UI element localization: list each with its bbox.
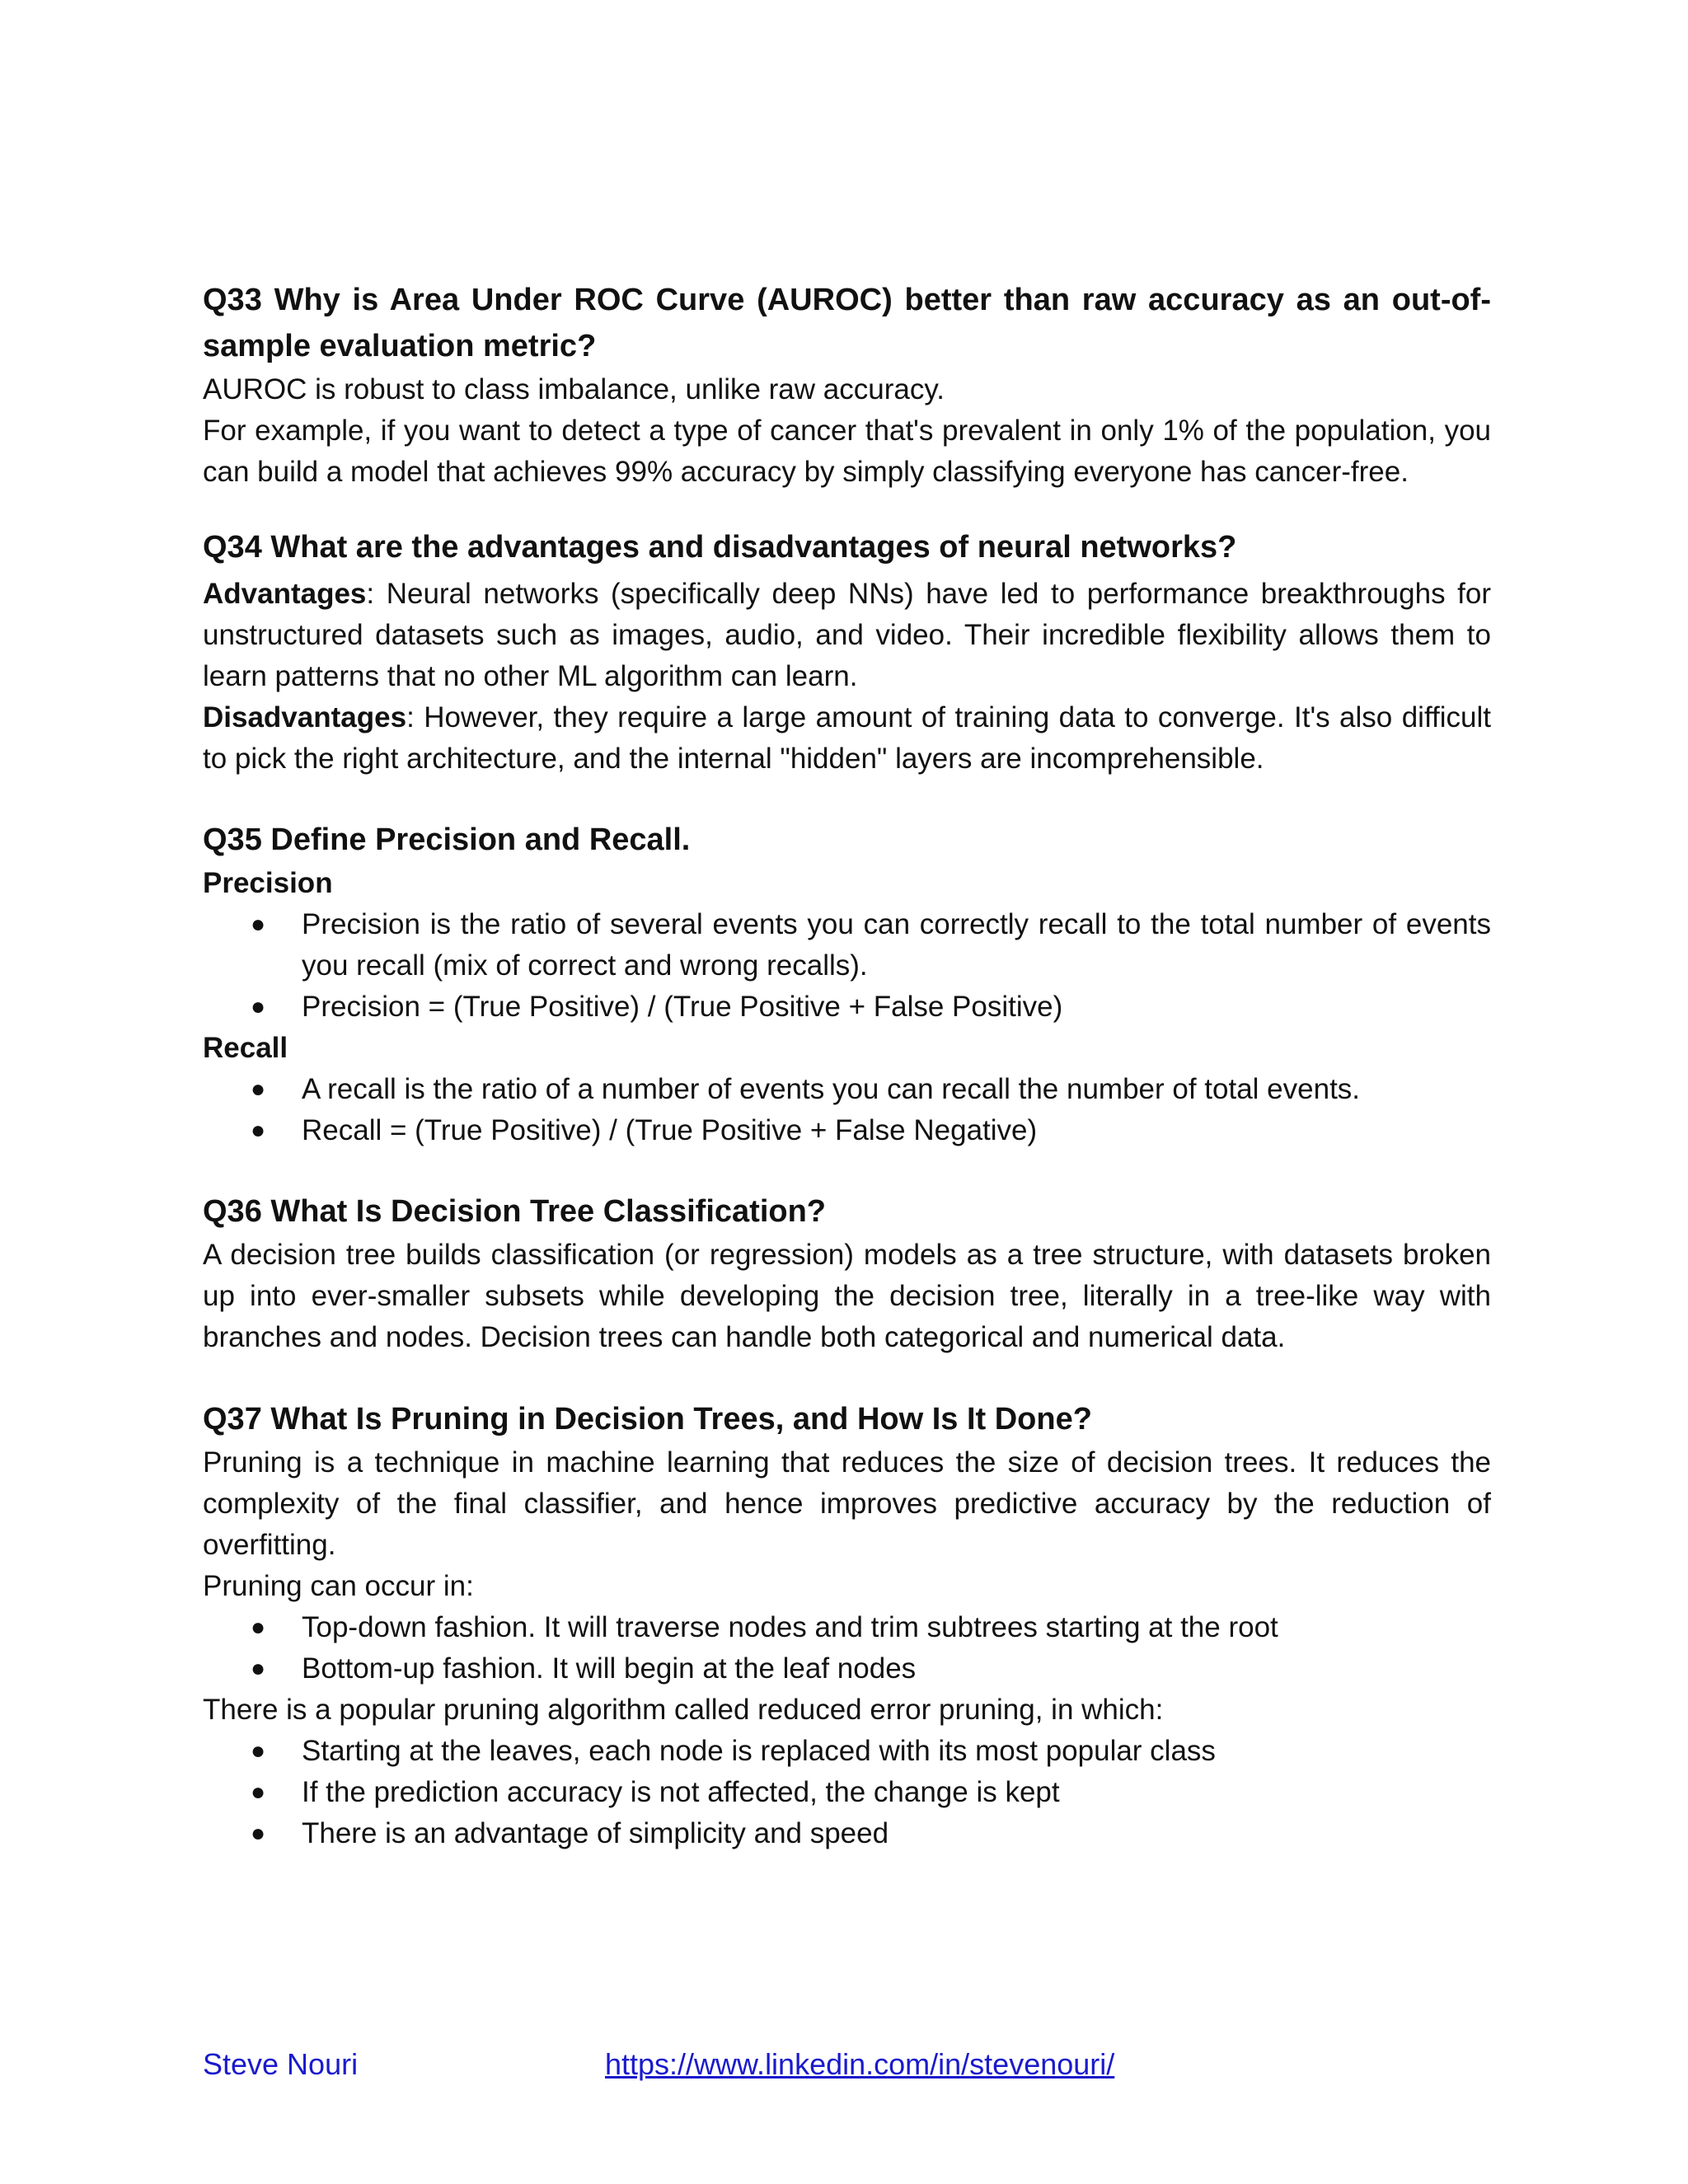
section-q34: [203, 524, 1491, 780]
paragraph: For example, if you want to detect a type of cancer that's prevalent in only 1% of the population, you can build a model that achieves 99% accuracy by simply classifying everyone has cancer-free.: [203, 415, 1491, 488]
precision-list: [203, 904, 1491, 1028]
question-title-q37: Q37 What Is Pruning in Decision Trees, and How Is It Done?: [203, 1402, 1092, 1436]
bullet-icon: ●: [251, 1820, 266, 1847]
section-q36: [203, 1188, 1491, 1358]
section-q33: [203, 277, 1491, 493]
advantages-label: Advantages: [203, 578, 367, 610]
pruning-algorithm-list: [203, 1731, 1491, 1854]
bullet-icon: ●: [251, 1779, 266, 1806]
paragraph: A decision tree builds classification (or regression) models as a tree structure, with datasets broken up into ever-smaller subsets while developing the decision tree, literally in a tree-like way with branches and nodes. Decision trees can handle both categorical and numerical data.: [203, 1239, 1491, 1353]
list-item: ● Precision = (True Positive) / (True Positive + False Positive): [203, 987, 1491, 1028]
section-q37: [203, 1396, 1491, 1854]
list-item: ● If the prediction accuracy is not affected, the change is kept: [203, 1772, 1491, 1813]
question-title-q36: Q36 What Is Decision Tree Classification?: [203, 1194, 827, 1229]
linkedin-link[interactable]: https://www.linkedin.com/in/stevenouri/: [605, 2047, 1115, 2081]
precision-heading: Precision: [203, 867, 333, 899]
list-item: ● Top-down fashion. It will traverse nodes and trim subtrees starting at the root: [203, 1607, 1491, 1648]
recall-heading: Recall: [203, 1032, 288, 1064]
list-item: ● There is an advantage of simplicity and speed: [203, 1813, 1491, 1854]
section-q35: [203, 817, 1491, 1151]
list-item: ● Precision is the ratio of several events you can correctly recall to the total number of events you recall (mix of correct and wrong recalls).: [203, 904, 1491, 987]
list-item: ● Starting at the leaves, each node is replaced with its most popular class: [203, 1731, 1491, 1772]
recall-list: [203, 1069, 1491, 1151]
pruning-occur-list: [203, 1607, 1491, 1690]
paragraph: There is a popular pruning algorithm called reduced error pruning, in which:: [203, 1694, 1164, 1726]
question-title-q34: Q34 What are the advantages and disadvantages of neural networks?: [203, 530, 1237, 565]
document-body: [203, 277, 1491, 1854]
disadvantages-label: Disadvantages: [203, 701, 407, 733]
advantages-paragraph: [203, 574, 1491, 697]
disadvantages-paragraph: [203, 697, 1491, 780]
paragraph: Pruning is a technique in machine learning that reduces the size of decision trees. It reduces the complexity of the final classifier, and hence improves predictive accuracy by the reduction of overfitting.: [203, 1446, 1491, 1561]
bullet-icon: ●: [251, 1076, 266, 1103]
list-item: ● Recall = (True Positive) / (True Positive + False Negative): [203, 1110, 1491, 1151]
question-title-q35: Q35 Define Precision and Recall.: [203, 823, 691, 857]
list-item: ● A recall is the ratio of a number of events you can recall the number of total events.: [203, 1069, 1491, 1110]
question-title-q33: Q33 Why is Area Under ROC Curve (AUROC) better than raw accuracy as an out-of-sample evaluation metric?: [203, 283, 1491, 363]
bullet-icon: ●: [251, 993, 266, 1020]
footer-author: Steve Nouri: [203, 2047, 359, 2081]
advantages-text: : Neural networks (specifically deep NNs) have led to performance breakthroughs for unstructured datasets such as images, audio, and video. Their incredible flexibility allows them to learn patterns that no other ML algorithm can learn.: [203, 578, 1491, 692]
bullet-icon: ●: [251, 911, 266, 938]
bullet-icon: ●: [251, 1614, 266, 1641]
paragraph: AUROC is robust to class imbalance, unlike raw accuracy.: [203, 373, 945, 405]
disadvantages-text: : However, they require a large amount of training data to converge. It's also difficult to pick the right architecture, and the internal "hidden" layers are incomprehensible.: [203, 701, 1491, 775]
paragraph: Pruning can occur in:: [203, 1570, 474, 1602]
bullet-icon: ●: [251, 1655, 266, 1682]
bullet-icon: ●: [251, 1737, 266, 1765]
bullet-icon: ●: [251, 1117, 266, 1144]
list-item: ● Bottom-up fashion. It will begin at the leaf nodes: [203, 1648, 1491, 1690]
